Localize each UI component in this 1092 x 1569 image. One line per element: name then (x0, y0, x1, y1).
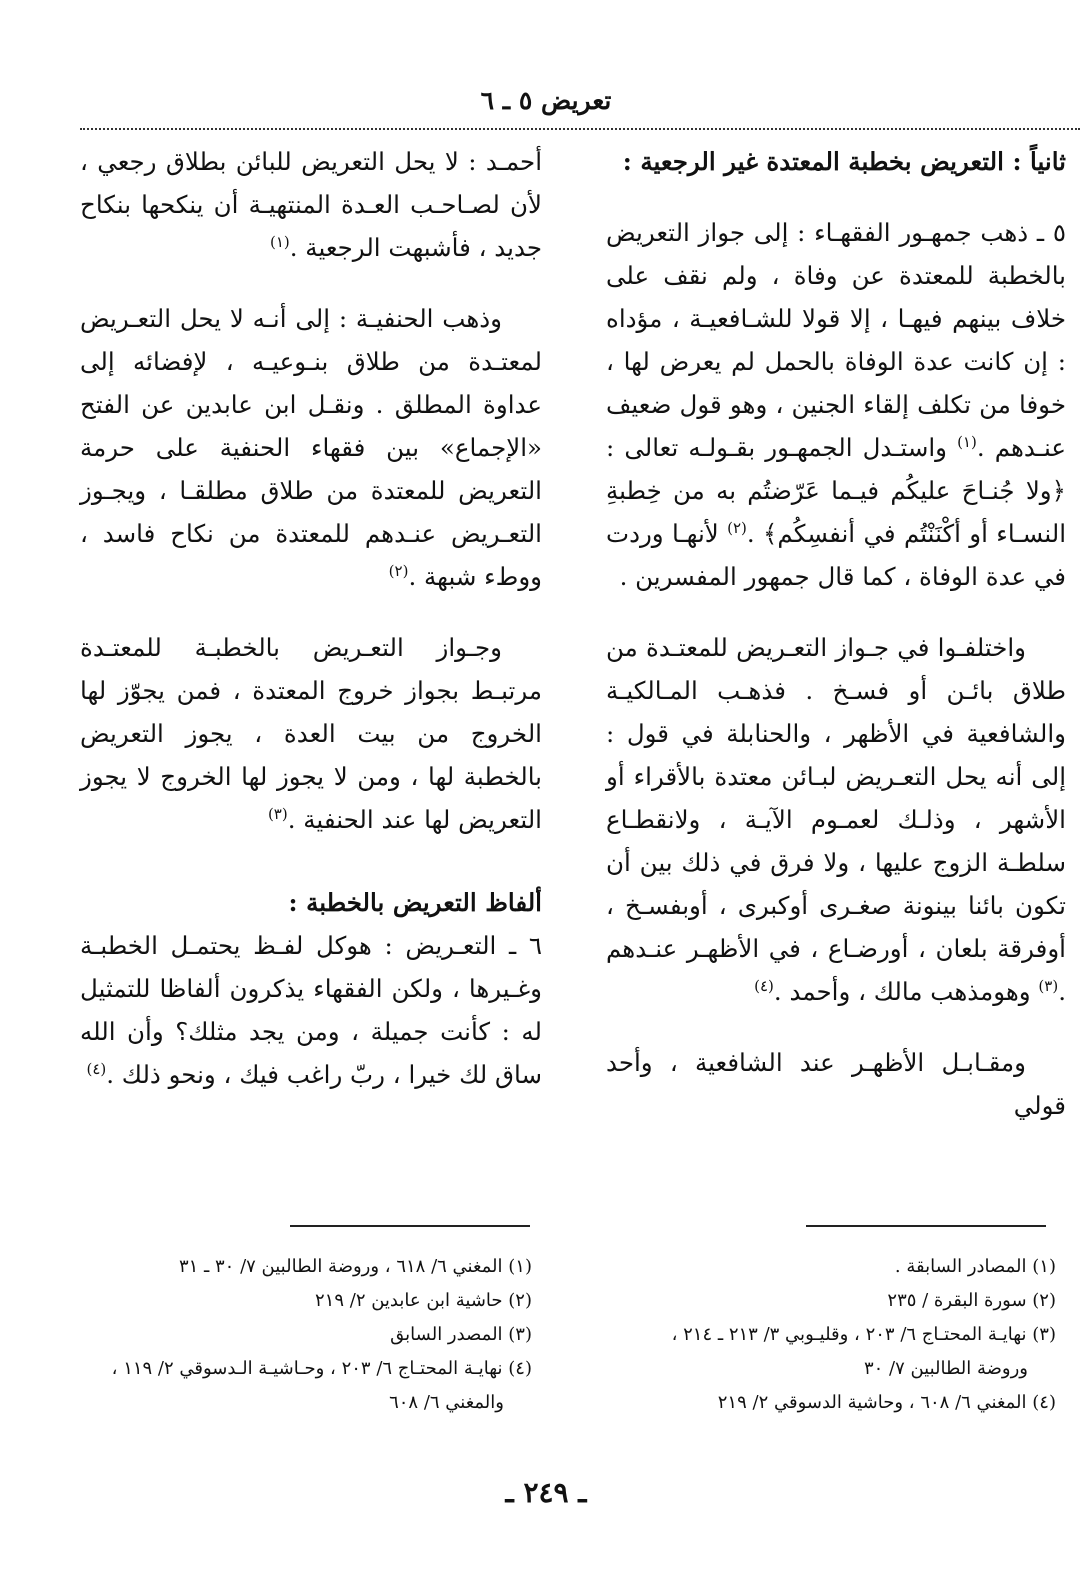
footnotes-left (70, 1250, 532, 1420)
page-number: ـ ٢٤٩ ـ (505, 1476, 587, 1509)
footnote-divider-right (806, 1225, 1046, 1227)
footnote-ref: (٣) (1038, 976, 1059, 995)
footnote-item: (٢) سورة البقرة / ٢٣٥ (887, 1290, 1056, 1311)
right-column (606, 140, 1066, 1155)
paragraph-5 (606, 211, 1066, 598)
paragraph-text: وذهب الحنفيـة : إلى أنـه لا يحل التعـريض لمعتـدة من طلاق بنـوعيـه ، لإفضائه إلى عداوة المطلق . ونقـل ابن عابدين عن الفتح «الإجماع» بين فقهاء الحنفية على حرمة التعريض للمعتدة من طلاق مطلقـا ، ويجـوز التعـريض عنـدهم للمعتدة من نكاح فاسد ، ووطء شبهة . (80, 304, 542, 591)
footnote-item-continuation: والمغني ٦/ ٦٠٨ (389, 1392, 504, 1413)
paragraph-bain (606, 626, 1066, 1013)
footnote-ref: (٤) (86, 1059, 107, 1078)
section-heading-second: ثانياً : التعريض بخطبة المعتدة غير الرجعية : (622, 147, 1066, 176)
paragraph-text: ٥ ـ ذهب جمهـور الفقهـاء : إلى جواز التعريض بالخطبة للمعتدة عن وفاة ، ولم نقف على خلاف بينهم فيهـا ، إلا قولا للشـافعيـة ، مؤداه : إن كانت عدة الوفاة بالحمل لم يعرض لها ، خوفا من تكلف إلقاء الجنين ، وهو قول ضعيف عنـدهم . (606, 218, 1066, 462)
footnote-ref: (١) (269, 232, 290, 251)
paragraph-hanafi (80, 297, 542, 598)
paragraph-6 (80, 924, 542, 1096)
footnote-item: (١) المغني ٦/ ٦١٨ ، وروضة الطالبين ٧/ ٣٠ ـ ٣١ (178, 1256, 532, 1277)
header-divider (80, 128, 1080, 130)
paragraph-opposing-view: ومقـابـل الأظهـر عند الشافعية ، وأحد قولي (606, 1048, 1066, 1120)
footnotes-right (606, 1250, 1056, 1420)
section-heading-expressions: ألفاظ التعريض بالخطبة : (288, 888, 542, 917)
paragraph-text: ٦ ـ التعـريض : هوكل لفـظ يحتمـل الخطبـة وغـيرها ، ولكن الفقهاء يذكرون ألفاظا للتمثيل له : كأنت جميلة ، ومن يجد مثلك؟ وأن الله ساق لك خيرا ، ربّ راغب فيك ، ونحو ذلك . (80, 931, 542, 1089)
footnote-item-continuation: وروضة الطالبين ٧/ ٣٠ (863, 1358, 1028, 1379)
left-column (80, 140, 542, 1124)
running-title: تعريض ٥ ـ ٦ (480, 86, 612, 115)
footnote-item: (٣) نهايـة المحتـاج ٦/ ٢٠٣ ، وقليـوبي ٣/ ٢١٣ ـ ٢١٤ ، (671, 1324, 1056, 1345)
paragraph-ahmad (80, 140, 542, 269)
footnote-item: (٤) المغني ٦/ ٦٠٨ ، وحاشية الدسوقي ٢/ ٢١٩ (717, 1392, 1056, 1413)
paragraph-text: واختلفـوا في جـواز التعـريض للمعتـدة من طلاق بائـن أو فسـخ . فذهـب المـالكيـة والشافعية في الأظهر ، والحنابلة في قول : إلى أنه يحل التعـريض لبـائن معتدة بالأقراء أو الأشهر ، وذلـك لعمـوم الآيـة ، ولانقطـاع سلطـة الزوج عليها ، ولا فرق في ذلك بين أن تكون بائنا بينونة صغـرى أوكبرى ، أوبفسـخ ، أوفرقة بلعان ، أورضـاع ، في الأظهـر عنـدهم . (606, 633, 1066, 1006)
footnote-ref: (٢) (727, 518, 747, 537)
paragraph-going-out (80, 626, 542, 841)
footnote-ref: (٣) (267, 804, 288, 823)
paragraph-text: واستـدل الجمهـور بقـولـه تعالى : ﴿ولا جُنـاحَ عليكُم فيـما عَرّضتُم به من خِطبةِ النسـاء أو أكْنَنْتُم في أنفسِكُم﴾ . (606, 433, 1066, 548)
footnote-divider-left (290, 1225, 530, 1227)
footnote-ref: (٢) (388, 561, 409, 580)
footnote-item: (١) المصادر السابقة . (894, 1256, 1056, 1277)
footnote-item: (٢) حاشية ابن عابدين ٢/ ٢١٩ (315, 1290, 532, 1311)
paragraph-text: لأنهـا وردت في عدة الوفاة ، كما قال جمهور المفسرين . (606, 519, 1066, 591)
footnote-item: (٣) المصدر السابق (390, 1324, 532, 1345)
footnote-ref: (١) (957, 432, 977, 451)
paragraph-text: وجـواز التعـريض بالخطبـة للمعتـدة مرتبـط بجواز خروج المعتدة ، فمن يجوّز لها الخروج من بيت العدة ، يجوز التعريض بالخطبة لها ، ومن لا يجوز لها الخروج لا يجوز التعريض لها عند الحنفية . (80, 633, 542, 834)
footnote-item: (٤) نهايـة المحتـاج ٦/ ٢٠٣ ، وحـاشيـة الـدسوقي ٢/ ١١٩ ، (111, 1358, 532, 1379)
paragraph-text: وهومذهب مالك ، وأحمد . (773, 977, 1039, 1006)
footnote-ref: (٤) (754, 976, 774, 995)
paragraph-text: أحمـد : لا يحل التعريض للبائن بطلاق رجعي ، لأن لصـاحـب العـدة المنتهيـة أن ينكحها بنكاح جديد ، فأشبهت الرجعية . (80, 147, 542, 262)
